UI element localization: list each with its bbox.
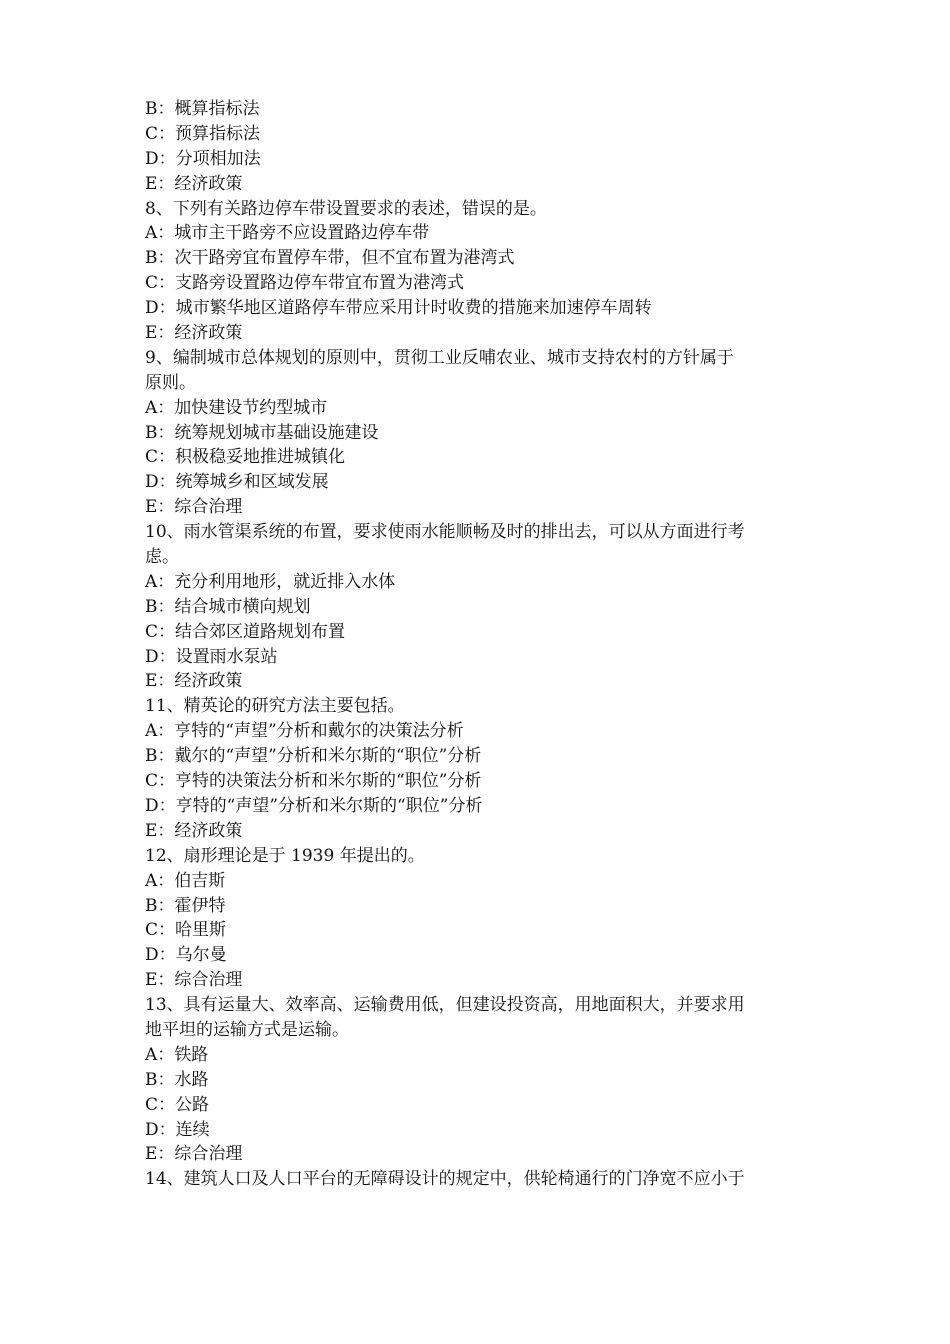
question-13-option-d: D：连续 [145, 1119, 210, 1140]
question-13-option-b: B：水路 [145, 1069, 209, 1090]
question-14: 14、建筑人口及人口平台的无障碍设计的规定中，供轮椅通行的门净宽不应小于 [145, 1169, 745, 1190]
question-13-option-a: A：铁路 [145, 1044, 209, 1065]
question-9-continued: 原则。 [145, 372, 196, 393]
question-12-option-a: A：伯吉斯 [145, 870, 226, 891]
question-10-option-d: D：设置雨水泵站 [145, 646, 278, 667]
question-13-option-e: E：综合治理 [145, 1144, 243, 1165]
question-11-option-a: A：亨特的“声望”分析和戴尔的决策法分析 [145, 721, 464, 742]
option-c-line: C：预算指标法 [145, 123, 261, 144]
question-10-option-a: A：充分利用地形，就近排入水体 [145, 571, 396, 592]
question-9-option-c: C：积极稳妥地推进城镇化 [145, 447, 346, 468]
question-8: 8、下列有关路边停车带设置要求的表述，错误的是。 [145, 198, 547, 219]
question-11-option-e: E：经济政策 [145, 820, 243, 841]
question-12-option-c: C：哈里斯 [145, 920, 227, 941]
question-9-option-b: B：统筹规划城市基础设施建设 [145, 422, 379, 443]
option-d-line: D：分项相加法 [145, 148, 261, 169]
question-9: 9、编制城市总体规划的原则中，贯彻工业反哺农业、城市支持农村的方针属于 [145, 347, 734, 368]
question-10-continued: 虑。 [145, 547, 179, 568]
question-12: 12、扇形理论是于 1939 年提出的。 [145, 845, 425, 866]
question-11-option-c: C：亨特的决策法分析和米尔斯的“职位”分析 [145, 771, 482, 792]
question-11-option-b: B：戴尔的“声望”分析和米尔斯的“职位”分析 [145, 746, 482, 767]
question-10-option-e: E：经济政策 [145, 671, 243, 692]
question-11: 11、精英论的研究方法主要包括。 [145, 696, 405, 717]
document-body [145, 97, 817, 1192]
question-8-option-d: D：城市繁华地区道路停车带应采用计时收费的措施来加速停车周转 [145, 298, 652, 319]
question-9-option-d: D：统筹城乡和区域发展 [145, 472, 329, 493]
option-e-line: E：经济政策 [145, 173, 243, 194]
question-13: 13、具有运量大、效率高、运输费用低，但建设投资高，用地面积大，并要求用 [145, 995, 745, 1016]
question-9-option-e: E：综合治理 [145, 497, 243, 518]
question-10-option-b: B：结合城市横向规划 [145, 596, 311, 617]
question-12-option-d: D：乌尔曼 [145, 945, 227, 966]
option-b-line: B：概算指标法 [145, 99, 260, 119]
question-8-option-e: E：经济政策 [145, 323, 243, 344]
question-8-option-b: B：次干路旁宜布置停车带，但不宜布置为港湾式 [145, 248, 515, 269]
question-9-option-a: A：加快建设节约型城市 [145, 397, 328, 418]
question-10-option-c: C：结合郊区道路规划布置 [145, 621, 346, 642]
question-11-option-d: D：亨特的“声望”分析和米尔斯的“职位”分析 [145, 795, 483, 816]
question-12-option-b: B：霍伊特 [145, 895, 226, 916]
question-8-option-a: A：城市主干路旁不应设置路边停车带 [145, 223, 430, 244]
question-8-option-c: C：支路旁设置路边停车带宜布置为港湾式 [145, 273, 465, 294]
question-13-option-c: C：公路 [145, 1094, 210, 1115]
question-13-continued: 地平坦的运输方式是运输。 [145, 1019, 349, 1040]
question-10: 10、雨水管渠系统的布置，要求使雨水能顺畅及时的排出去，可以从方面进行考 [145, 522, 745, 543]
question-12-option-e: E：综合治理 [145, 970, 243, 991]
